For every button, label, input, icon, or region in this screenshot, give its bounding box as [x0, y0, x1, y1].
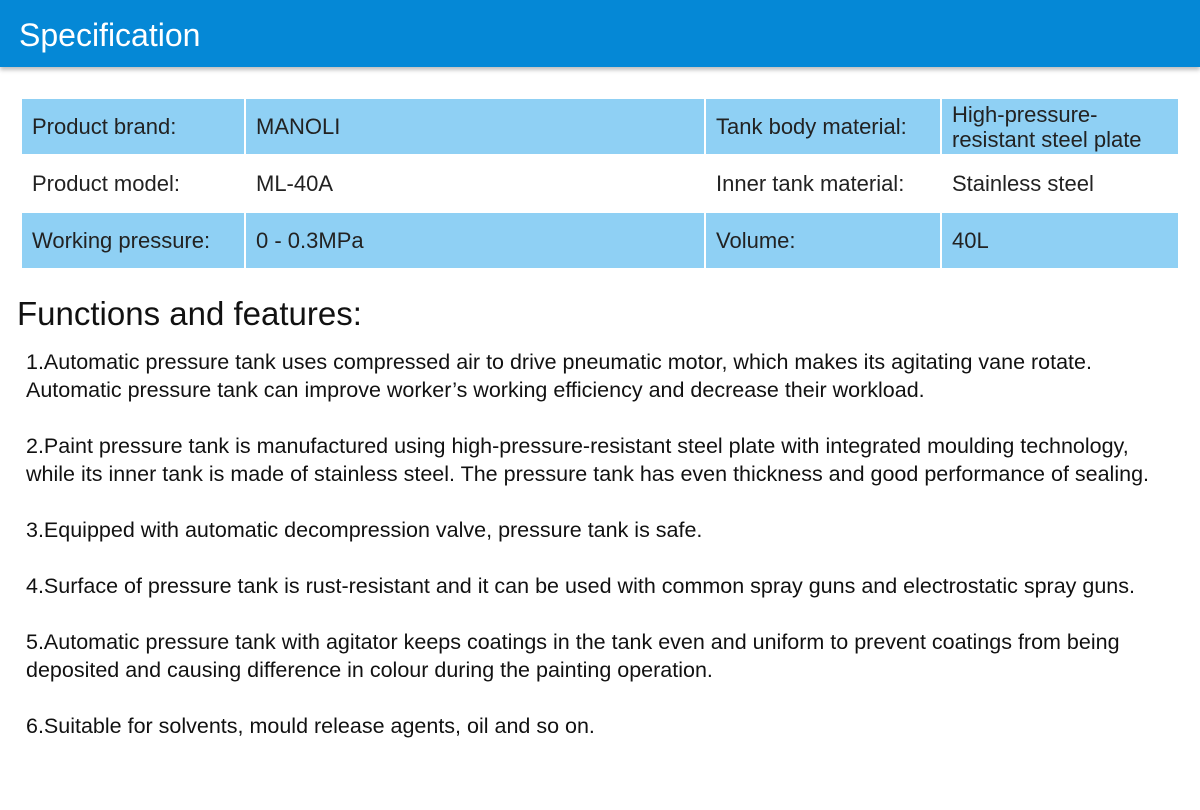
spec-value: High-pressure-resistant steel plate — [942, 99, 1178, 154]
spec-row-pressure — [22, 213, 1178, 268]
spec-label: Product brand: — [22, 99, 244, 154]
feature-item: 1.Automatic pressure tank uses compressed air to drive pneumatic motor, which makes its agitating vane rotate. Automatic pressure tank can improve worker’s working efficiency and decrease their workload. — [26, 350, 1092, 402]
spec-label: Inner tank material: — [706, 156, 940, 211]
spec-value: ML-40A — [246, 156, 704, 211]
spec-label: Product model: — [22, 156, 244, 211]
features-heading: Functions and features: — [17, 295, 362, 332]
spec-row-model — [22, 156, 1178, 211]
spec-label: Volume: — [706, 213, 940, 268]
spec-label: Tank body material: — [706, 99, 940, 154]
spec-label: Working pressure: — [22, 213, 244, 268]
spec-value: 40L — [942, 213, 1178, 268]
feature-item: 2.Paint pressure tank is manufactured using high-pressure-resistant steel plate with integrated moulding technology, while its inner tank is made of stainless steel. The pressure tank has even thickness and good performance of sealing. — [26, 434, 1149, 486]
feature-item: 5.Automatic pressure tank with agitator keeps coatings in the tank even and uniform to prevent coatings from being deposited and causing difference in colour during the painting operation. — [26, 630, 1120, 682]
spec-table — [20, 97, 1180, 270]
page-title: Specification — [19, 17, 201, 53]
spec-row-brand — [22, 99, 1178, 154]
feature-item: 6.Suitable for solvents, mould release agents, oil and so on. — [26, 714, 595, 738]
spec-value: Stainless steel — [942, 156, 1178, 211]
features-list — [26, 348, 1176, 768]
spec-value: MANOLI — [246, 99, 704, 154]
spec-value: 0 - 0.3MPa — [246, 213, 704, 268]
feature-item: 3.Equipped with automatic decompression valve, pressure tank is safe. — [26, 518, 703, 542]
feature-item: 4.Surface of pressure tank is rust-resistant and it can be used with common spray guns and electrostatic spray guns. — [26, 574, 1135, 598]
header-bar — [0, 0, 1200, 67]
